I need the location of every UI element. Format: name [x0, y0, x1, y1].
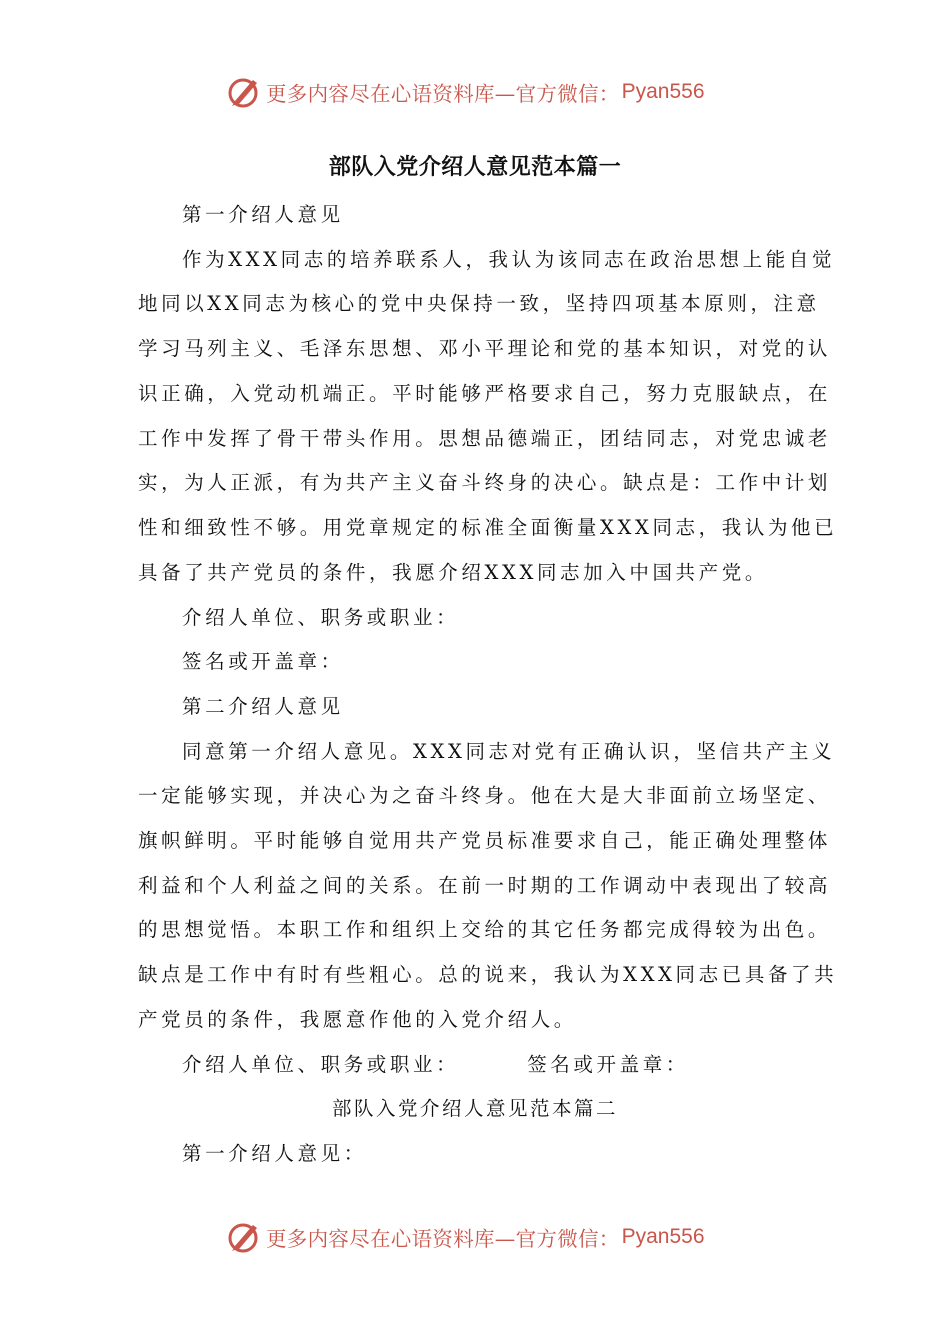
banner-wechat-id: Pyan556	[621, 1225, 705, 1248]
text-line: 第一介绍人意见	[182, 203, 344, 226]
signature-unit-label: 介绍人单位、职务或职业：	[182, 1053, 460, 1076]
text-line: 作为XXX同志的培养联系人，我认为该同志在政治思想上能自觉	[182, 248, 836, 271]
document-title: 部队入党介绍人意见范本篇一	[328, 155, 622, 180]
text-line: 产党员的条件，我愿意作他的入党介绍人。	[138, 1008, 577, 1031]
text-line: 旗帜鲜明。平时能够自觉用共产党员标准要求自己，能正确处理整体	[138, 829, 832, 852]
text-line: 介绍人单位、职务或职业：	[182, 606, 460, 629]
text-line: 利益和个人利益之间的关系。在前一时期的工作调动中表现出了较高	[138, 874, 832, 897]
footer-banner	[0, 1215, 950, 1259]
pen-logo-icon	[226, 1219, 262, 1255]
signature-sign-label: 签名或开盖章：	[527, 1053, 689, 1076]
banner-text: 更多内容尽在心语资料库—官方微信：	[266, 1227, 620, 1251]
text-line: 地同以XX同志为核心的党中央保持一致，坚持四项基本原则，注意	[138, 292, 820, 315]
text-line: 识正确，入党动机端正。平时能够严格要求自己，努力克服缺点，在	[138, 382, 832, 405]
text-line: 实，为人正派，有为共产主义奋斗终身的决心。缺点是：工作中计划	[138, 471, 832, 494]
text-line: 工作中发挥了骨干带头作用。思想品德端正，团结同志，对党忠诚老	[138, 427, 832, 450]
section-subtitle: 部队入党介绍人意见范本篇二	[331, 1097, 618, 1120]
text-line: 同意第一介绍人意见。XXX同志对党有正确认识，坚信共产主义	[182, 740, 836, 763]
text-line: 具备了共产党员的条件，我愿介绍XXX同志加入中国共产党。	[138, 561, 768, 584]
text-line: 学习马列主义、毛泽东思想、邓小平理论和党的基本知识，对党的认	[138, 337, 832, 360]
text-line: 的思想觉悟。本职工作和组织上交给的其它任务都完成得较为出色。	[138, 918, 832, 941]
text-line: 一定能够实现，并决心为之奋斗终身。他在大是大非面前立场坚定、	[138, 784, 832, 807]
signature-line	[182, 1053, 689, 1077]
header-banner	[0, 70, 950, 114]
text-line: 第一介绍人意见：	[182, 1142, 367, 1165]
text-line: 性和细致性不够。用党章规定的标准全面衡量XXX同志，我认为他已	[138, 516, 838, 539]
text-line: 第二介绍人意见	[182, 695, 344, 718]
text-line: 缺点是工作中有时有些粗心。总的说来，我认为XXX同志已具备了共	[138, 963, 838, 986]
text-line: 签名或开盖章：	[182, 650, 344, 673]
pen-logo-icon	[226, 74, 262, 110]
banner-text: 更多内容尽在心语资料库—官方微信：	[266, 82, 620, 106]
banner-wechat-id: Pyan556	[621, 80, 705, 103]
